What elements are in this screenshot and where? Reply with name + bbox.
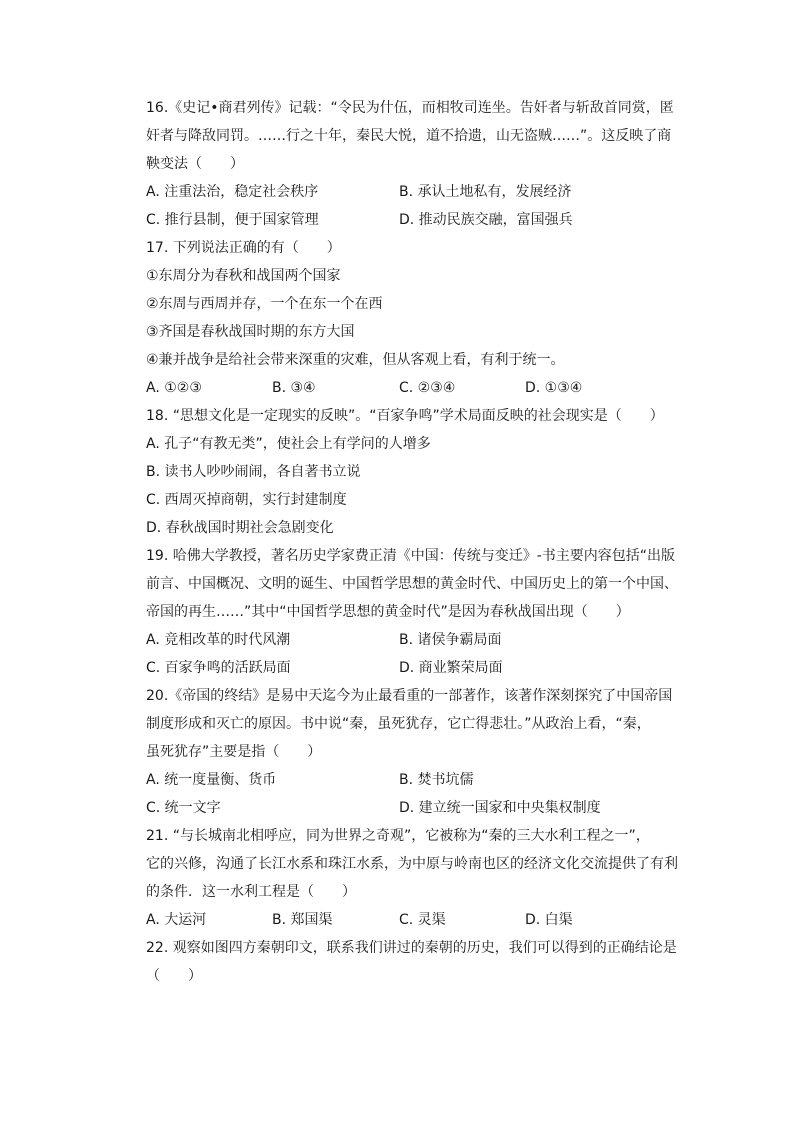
statement-4: ④兼并战争是给社会带来深重的灾难，但从客观上看，有利于统一。 <box>146 352 565 368</box>
question-18 <box>146 402 686 542</box>
question-text: 18. “思想文化是一定现实的反映”。“百家争鸣”学术局面反映的社会现实是（ ） <box>146 408 664 424</box>
options-row <box>146 794 686 822</box>
option-d: D. 推动民族交融，富国强兵 <box>399 212 573 228</box>
statement-2: ②东周与西周并存，一个在东一个在西 <box>146 296 383 312</box>
question-20 <box>146 682 686 822</box>
question-16 <box>146 94 686 234</box>
options-row <box>146 178 686 206</box>
question-17 <box>146 234 686 402</box>
option-d: D. 建立统一国家和中央集权制度 <box>399 800 601 816</box>
question-text: （ ） <box>146 968 202 984</box>
option-a: A. 统一度量衡、货币 <box>146 772 277 788</box>
options-row <box>146 374 686 402</box>
options-row <box>146 766 686 794</box>
question-22 <box>146 934 686 990</box>
option-b: B. 承认土地私有，发展经济 <box>399 184 572 200</box>
option-a: A. 竞相改革的时代风潮 <box>146 632 291 648</box>
question-text: 帝国的再生……”其中“中国哲学思想的黄金时代”是因为春秋战国出现（ ） <box>146 604 630 620</box>
question-text: 它的兴修，沟通了长江水系和珠江水系，为中原与岭南也区的经济文化交流提供了有利 <box>146 856 678 872</box>
statement-1: ①东周分为春秋和战国两个国家 <box>146 268 341 284</box>
statement-3: ③齐国是春秋战国时期的东方大国 <box>146 324 355 340</box>
option-d: D. 白渠 <box>525 912 573 928</box>
exam-page <box>146 94 686 990</box>
question-text: 16.《史记•商君列传》记载：“令民为什伍，而相牧司连坐。告奸者与斩敌首同赏，匿 <box>146 100 674 116</box>
option-d: D. 商业繁荣局面 <box>399 660 503 676</box>
option-c: C. 西周灭掉商朝，实行封建制度 <box>146 492 347 508</box>
option-c: C. 百家争鸣的活跃局面 <box>146 660 291 676</box>
question-text: 前言、中国概况、文明的诞生、中国哲学思想的黄金时代、中国历史上的第一个中国、 <box>146 576 678 592</box>
option-a: A. 注重法治，稳定社会秩序 <box>146 184 319 200</box>
question-text: 奸者与降敌同罚。……行之十年，秦民大悦，道不拾遗，山无盗贼……”。这反映了商 <box>146 128 672 144</box>
option-c: C. ②③④ <box>399 380 456 396</box>
question-text: 20.《帝国的终结》是易中天迄今为止最看重的一部著作，该著作深刻探究了中国帝国 <box>146 688 673 704</box>
option-c: C. 灵渠 <box>399 912 446 928</box>
option-a: A. 孔子“有教无类”，使社会上有学问的人增多 <box>146 436 431 452</box>
question-text: 19. 哈佛大学教授，著名历史学家费正清《中国：传统与变迁》-书主要内容包括“出版 <box>146 548 676 564</box>
option-d: D. 春秋战国时期社会急剧变化 <box>146 520 334 536</box>
option-a: A. 大运河 <box>146 912 207 928</box>
option-b: B. ③④ <box>272 380 316 396</box>
question-text: 虽死犹存”主要是指（ ） <box>146 744 322 760</box>
option-d: D. ①③④ <box>525 380 583 396</box>
options-row <box>146 626 686 654</box>
question-19 <box>146 542 686 682</box>
option-c: C. 推行县制，便于国家管理 <box>146 212 319 228</box>
question-text: 鞅变法（ ） <box>146 156 244 172</box>
option-c: C. 统一文字 <box>146 800 221 816</box>
question-21 <box>146 822 686 934</box>
option-b: B. 读书人吵吵闹闹，各自著书立说 <box>146 464 361 480</box>
options-row <box>146 206 686 234</box>
question-text: 17. 下列说法正确的有（ ） <box>146 240 341 256</box>
question-text: 的条件．这一水利工程是（ ） <box>146 884 356 900</box>
question-text: 制度形成和灭亡的原因。书中说“秦，虽死犹存，它亡得悲壮。”从政治上看，“秦， <box>146 716 651 732</box>
options-row <box>146 654 686 682</box>
question-text: 22. 观察如图四方秦朝印文，联系我们讲过的秦朝的历史，我们可以得到的正确结论是 <box>146 940 677 956</box>
options-row <box>146 906 686 934</box>
option-b: B. 焚书坑儒 <box>399 772 474 788</box>
option-b: B. 郑国渠 <box>272 912 333 928</box>
option-a: A. ①②③ <box>146 380 202 396</box>
option-b: B. 诸侯争霸局面 <box>399 632 502 648</box>
question-text: 21. “与长城南北相呼应，同为世界之奇观”，它被称为“秦的三大水利工程之一”， <box>146 828 650 844</box>
